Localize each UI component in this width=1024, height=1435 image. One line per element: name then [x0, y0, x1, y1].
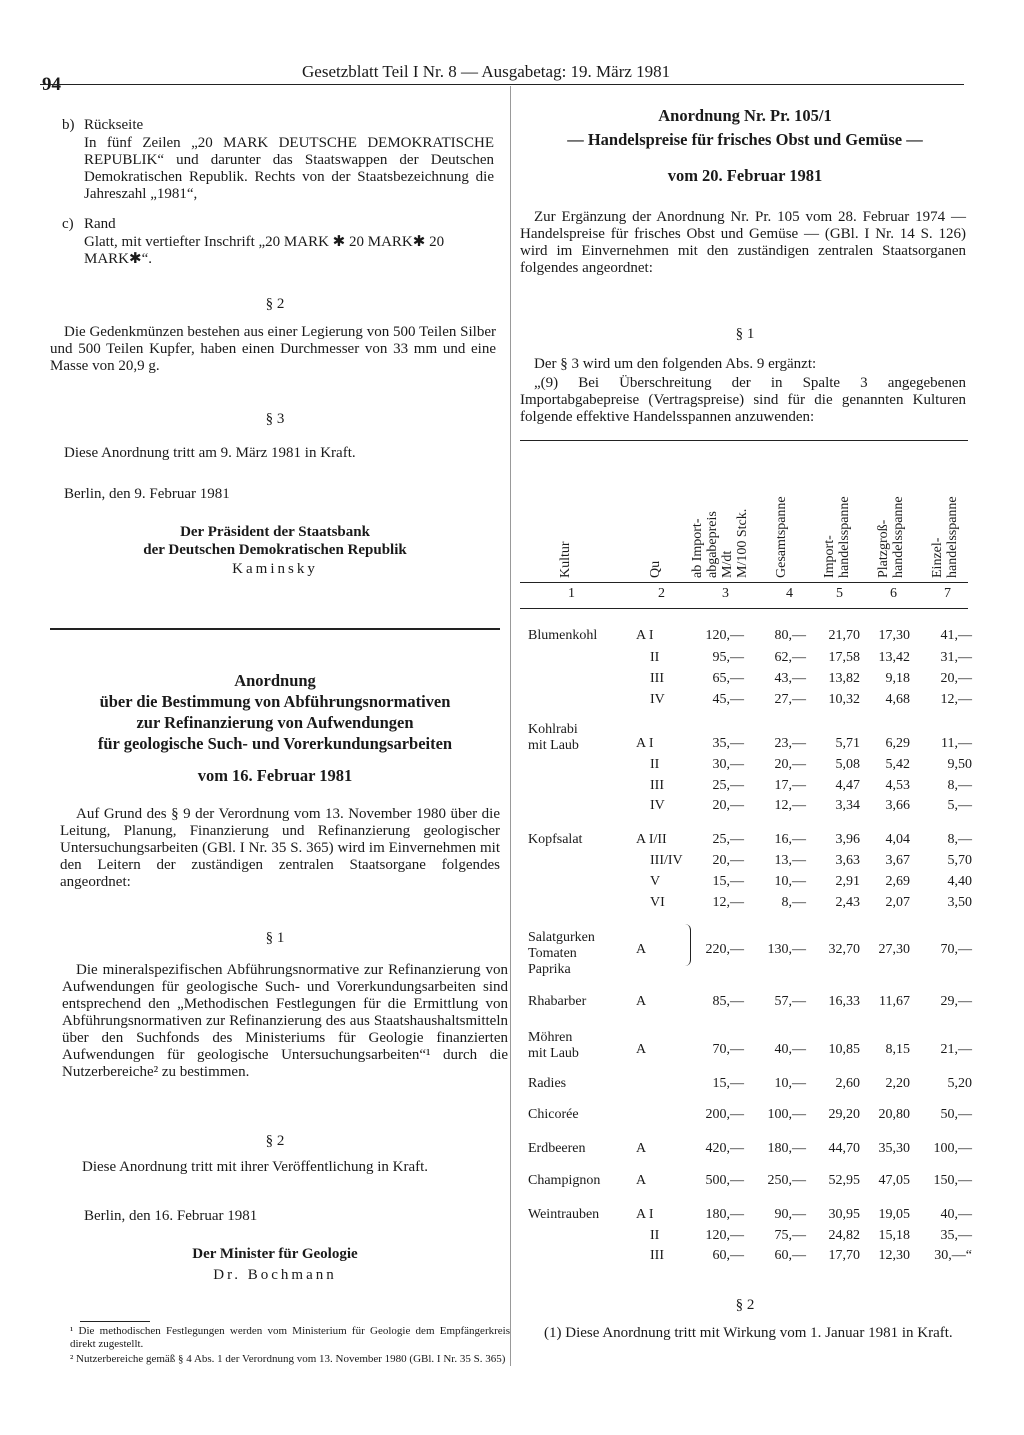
table-cell-c6: 5,42 — [885, 757, 910, 772]
ordinance-2-title-2: über die Bestimmung von Abführungsnormativen — [99, 692, 451, 711]
table-cell-c7: 100,— — [933, 1141, 972, 1156]
table-cell-c5: 21,70 — [828, 628, 860, 643]
table-cell-c4: 13,— — [774, 853, 806, 868]
table-cell-c7: 5,— — [947, 798, 972, 813]
table-cell-c5: 30,95 — [828, 1207, 860, 1222]
table-cell-c5: 3,34 — [835, 798, 860, 813]
table-cell-c6: 6,29 — [885, 736, 910, 751]
table-cell-qu: A — [636, 1042, 647, 1057]
table-cell-c4: 57,— — [774, 994, 806, 1009]
table-cell-c3: 45,— — [712, 692, 744, 707]
column-number: 4 — [786, 586, 793, 601]
table-cell-qu: II — [650, 1228, 660, 1243]
table-cell-c6: 2,07 — [885, 895, 910, 910]
table-cell-c6: 47,05 — [878, 1173, 910, 1188]
table-cell-c6: 19,05 — [878, 1207, 910, 1222]
table-cell-c7: 8,— — [947, 778, 972, 793]
table-cell-kultur: Möhren mit Laub — [528, 1030, 579, 1061]
table-cell-c3: 120,— — [705, 628, 744, 643]
table-cell-c3: 420,— — [705, 1141, 744, 1156]
ordinance-3-section-1-line: Der § 3 wird um den folgenden Abs. 9 ergänzt: — [534, 356, 817, 372]
table-cell-c4: 62,— — [774, 650, 806, 665]
table-cell-qu: V — [650, 874, 661, 889]
section-2-heading: § 2 — [265, 296, 285, 312]
table-cell-c7: 3,50 — [947, 895, 972, 910]
table-cell-c5: 5,08 — [835, 757, 860, 772]
table-cell-c7: 29,— — [940, 994, 972, 1009]
table-cell-c4: 10,— — [774, 1076, 806, 1091]
table-cell-c4: 130,— — [767, 942, 806, 957]
item-b-title: Rückseite — [84, 117, 144, 133]
column-header: Einzel- handelsspanne — [930, 496, 960, 578]
table-cell-c5: 3,63 — [835, 853, 860, 868]
ordinance-2-title-3: zur Refinanzierung von Aufwendungen — [136, 713, 414, 732]
table-cell-c6: 15,18 — [878, 1228, 910, 1243]
table-cell-c5: 2,91 — [835, 874, 860, 889]
table-cell-c5: 2,43 — [835, 895, 860, 910]
table-cell-c4: 20,— — [774, 757, 806, 772]
table-cell-c7: 31,— — [940, 650, 972, 665]
table-cell-c3: 65,— — [712, 671, 744, 686]
item-c-title: Rand — [84, 216, 116, 232]
table-cell-c3: 15,— — [712, 874, 744, 889]
table-cell-qu: IV — [650, 798, 665, 813]
table-cell-c3: 85,— — [712, 994, 744, 1009]
table-cell-kultur: Radies — [528, 1076, 567, 1091]
table-cell-c4: 40,— — [774, 1042, 806, 1057]
ordinance-2-section-2-text: Diese Anordnung tritt mit ihrer Veröffentlichung in Kraft. — [82, 1159, 429, 1175]
table-cell-kultur: Chicorée — [528, 1107, 579, 1122]
column-header: Import- handelsspanne — [822, 496, 852, 578]
table-cell-qu: II — [650, 650, 660, 665]
table-cell-c7: 8,— — [947, 832, 972, 847]
table-cell-c6: 27,30 — [878, 942, 910, 957]
table-cell-c5: 44,70 — [828, 1141, 860, 1156]
table-cell-c4: 75,— — [774, 1228, 806, 1243]
table-cell-c7: 35,— — [940, 1228, 972, 1243]
ordinance-2-signatory-name: Dr. Bochmann — [213, 1267, 337, 1283]
item-c-text: Glatt, mit vertiefter Inschrift „20 MARK ✱ 20 MARK✱ 20 MARK✱“. — [84, 234, 445, 267]
table-cell-c5: 2,60 — [835, 1076, 860, 1091]
table-cell-kultur: Kopfsalat — [528, 832, 583, 847]
table-cell-c6: 12,30 — [878, 1248, 910, 1263]
table-cell-kultur: Weintrauben — [528, 1207, 600, 1222]
table-cell-c5: 17,70 — [828, 1248, 860, 1263]
item-c-label: c) — [62, 216, 74, 232]
table-cell-c4: 16,— — [774, 832, 806, 847]
signatory-title-1: Der Präsident der Staatsbank — [180, 524, 370, 540]
table-cell-c7: 5,70 — [947, 853, 972, 868]
column-header: Qu — [648, 560, 663, 578]
table-cell-c5: 5,71 — [835, 736, 860, 751]
table-cell-c7: 9,50 — [947, 757, 972, 772]
table-cell-qu: A I/II — [636, 832, 667, 847]
page-header: Gesetzblatt Teil I Nr. 8 — Ausgabetag: 19. März 1981 — [302, 62, 671, 81]
table-cell-c7: 50,— — [940, 1107, 972, 1122]
table-cell-c4: 250,— — [767, 1173, 806, 1188]
column-header: Kultur — [558, 541, 573, 578]
ordinance-2-signatory-title: Der Minister für Geologie — [192, 1246, 358, 1262]
table-cell-c6: 4,53 — [885, 778, 910, 793]
table-cell-qu: A — [636, 994, 647, 1009]
table-cell-c7: 40,— — [940, 1207, 972, 1222]
table-cell-c5: 24,82 — [828, 1228, 860, 1243]
table-cell-c4: 180,— — [767, 1141, 806, 1156]
table-cell-kultur: Blumenkohl — [528, 628, 598, 643]
table-cell-c3: 60,— — [712, 1248, 744, 1263]
table-cell-c3: 12,— — [712, 895, 744, 910]
table-cell-qu: III — [650, 671, 664, 686]
signatory-name: Kaminsky — [232, 561, 318, 577]
table-cell-c5: 10,32 — [828, 692, 860, 707]
table-cell-qu: A — [636, 942, 647, 957]
table-cell-c3: 20,— — [712, 798, 744, 813]
table-cell-c5: 3,96 — [835, 832, 860, 847]
table-cell-c5: 16,33 — [828, 994, 860, 1009]
table-cell-c4: 8,— — [781, 895, 806, 910]
table-cell-c5: 13,82 — [828, 671, 860, 686]
table-cell-c6: 8,15 — [885, 1042, 910, 1057]
column-number: 7 — [944, 586, 951, 601]
table-cell-c7: 12,— — [940, 692, 972, 707]
table-cell-c4: 43,— — [774, 671, 806, 686]
footnote-2: ² Nutzerbereiche gemäß § 4 Abs. 1 der Verordnung vom 13. November 1980 (GBl. I Nr. 35 S. 365) — [70, 1353, 506, 1365]
column-number: 6 — [890, 586, 897, 601]
page-number: 94 — [42, 74, 61, 95]
table-cell-c4: 17,— — [774, 778, 806, 793]
table-cell-c6: 4,68 — [885, 692, 910, 707]
group-brace — [680, 924, 691, 966]
table-cell-c6: 4,04 — [885, 832, 910, 847]
table-cell-c6: 3,67 — [885, 853, 910, 868]
table-cell-c3: 180,— — [705, 1207, 744, 1222]
table-cell-c3: 15,— — [712, 1076, 744, 1091]
item-b-text: In fünf Zeilen „20 MARK DEUTSCHE DEMOKRATISCHE REPUBLIK“ und darunter das Staatswappen der Deutschen Demokratischen Republik. Rechts von der Staatsbezeichnung die Jahreszahl „1981“, — [84, 135, 494, 202]
ordinance-3-section-1-heading: § 1 — [735, 326, 755, 342]
ordinance-3-intro: Zur Ergänzung der Anordnung Nr. Pr. 105 vom 28. Februar 1974 — Handelspreise für frisches Obst und Gemüse — (GBl. I Nr. 14 S. 126) wird im Einvernehmen mit den zuständigen zentralen Staatsorganen folgendes angeordnet: — [520, 209, 966, 276]
table-cell-c7: 30,—“ — [934, 1248, 972, 1263]
table-cell-c7: 150,— — [933, 1173, 972, 1188]
table-cell-c4: 90,— — [774, 1207, 806, 1222]
table-numbers-rule — [520, 608, 968, 609]
table-cell-c3: 500,— — [705, 1173, 744, 1188]
table-cell-c3: 95,— — [712, 650, 744, 665]
table-cell-c6: 13,42 — [878, 650, 910, 665]
table-cell-qu: A — [636, 1141, 647, 1156]
table-cell-c3: 220,— — [705, 942, 744, 957]
section-3-text: Diese Anordnung tritt am 9. März 1981 in Kraft. — [64, 445, 356, 461]
table-top-rule — [520, 440, 968, 441]
table-cell-c6: 2,20 — [885, 1076, 910, 1091]
ordinance-2-date: vom 16. Februar 1981 — [197, 766, 353, 785]
table-cell-c4: 100,— — [767, 1107, 806, 1122]
table-cell-qu: IV — [650, 692, 665, 707]
section-3-heading: § 3 — [265, 411, 285, 427]
ordinance-2-section-1-heading: § 1 — [265, 930, 285, 946]
table-cell-c6: 9,18 — [885, 671, 910, 686]
table-cell-c3: 200,— — [705, 1107, 744, 1122]
table-cell-c4: 60,— — [774, 1248, 806, 1263]
section-2-text: Die Gedenkmünzen bestehen aus einer Legierung von 500 Teilen Silber und 500 Teilen Kupfer, haben einen Durchmesser von 33 mm und eine Masse von 20,9 g. — [50, 324, 496, 374]
table-cell-qu: VI — [650, 895, 665, 910]
table-cell-c3: 30,— — [712, 757, 744, 772]
footnote-rule — [80, 1321, 150, 1322]
table-cell-qu: A I — [636, 1207, 654, 1222]
ordinance-3-section-2-text: (1) Diese Anordnung tritt mit Wirkung vom 1. Januar 1981 in Kraft. — [544, 1325, 953, 1341]
ordinance-3-title-2: — Handelspreise für frisches Obst und Gemüse — — [567, 130, 923, 149]
table-cell-c7: 4,40 — [947, 874, 972, 889]
table-cell-c6: 20,80 — [878, 1107, 910, 1122]
table-cell-c5: 52,95 — [828, 1173, 860, 1188]
table-cell-c5: 10,85 — [828, 1042, 860, 1057]
column-header: Platzgroß- handelsspanne — [876, 496, 906, 578]
section-separator — [50, 628, 500, 630]
table-cell-c7: 20,— — [940, 671, 972, 686]
table-cell-c6: 35,30 — [878, 1141, 910, 1156]
table-cell-c3: 35,— — [712, 736, 744, 751]
table-cell-kultur: Champignon — [528, 1173, 601, 1188]
table-cell-qu: II — [650, 757, 660, 772]
table-cell-c3: 70,— — [712, 1042, 744, 1057]
ordinance-3-section-1-quote: „(9) Bei Überschreitung der in Spalte 3 angegebenen Importabgabepreise (Vertragspreise) sind für die genannten Kulturen folgende effektive Handelsspannen anzuwenden: — [520, 375, 966, 425]
ordinance-3-title-1: Anordnung Nr. Pr. 105/1 — [658, 106, 832, 125]
table-cell-c6: 2,69 — [885, 874, 910, 889]
header-rule — [40, 84, 964, 85]
column-number: 3 — [722, 586, 729, 601]
signatory-title-2: der Deutschen Demokratischen Republik — [143, 542, 407, 558]
ordinance-2-place-date: Berlin, den 16. Februar 1981 — [84, 1208, 258, 1224]
column-number: 5 — [836, 586, 843, 601]
ordinance-3-section-2-heading: § 2 — [735, 1297, 755, 1313]
table-cell-c5: 4,47 — [835, 778, 860, 793]
table-cell-c3: 20,— — [712, 853, 744, 868]
table-cell-c7: 21,— — [940, 1042, 972, 1057]
ordinance-2-section-1-text: Die mineralspezifischen Abführungsnormative zur Refinanzierung von Aufwendungen für geologische Such- und Vorerkundungsarbeiten sind entsprechend den „Methodischen Festlegungen für die Ermittlung von Abführungsnormativen zur Refinanzierung des aus Staatshaushaltsmitteln über den Suchfonds des Ministeriums für Geologie finanzierten Aufwendungen für geologische Untersuchungsarbeiten“¹ durch die Nutzerbereiche² zu bestimmen. — [62, 962, 508, 1080]
column-divider — [510, 86, 511, 1366]
table-cell-qu: III — [650, 778, 664, 793]
ordinance-3-date: vom 20. Februar 1981 — [667, 166, 823, 185]
table-cell-qu: III/IV — [650, 853, 683, 868]
ordinance-2-title-4: für geologische Such- und Vorerkundungsarbeiten — [97, 734, 453, 753]
table-cell-c6: 17,30 — [878, 628, 910, 643]
table-cell-c5: 32,70 — [828, 942, 860, 957]
table-cell-kultur: Salatgurken Tomaten Paprika — [528, 930, 595, 977]
table-cell-c4: 80,— — [774, 628, 806, 643]
item-b-label: b) — [62, 117, 75, 133]
table-header-rule — [520, 582, 968, 583]
table-cell-c4: 27,— — [774, 692, 806, 707]
table-cell-c7: 70,— — [940, 942, 972, 957]
ordinance-2-intro: Auf Grund des § 9 der Verordnung vom 13. November 1980 über die Leitung, Planung, Finanzierung und Refinanzierung geologischer Untersuchungsarbeiten (GBl. I Nr. 35 S. 365) wird im Einvernehmen mit den Leitern der zuständigen zentralen Staatsorgane folgendes angeordnet: — [60, 806, 500, 890]
ordinance-2-section-2-heading: § 2 — [265, 1133, 285, 1149]
column-header: Gesamtspanne — [774, 496, 789, 578]
table-cell-c4: 10,— — [774, 874, 806, 889]
table-cell-qu: A I — [636, 628, 654, 643]
table-cell-qu: A I — [636, 736, 654, 751]
table-cell-c3: 120,— — [705, 1228, 744, 1243]
column-header: ab Import- abgabepreis M/dt M/100 Stck. — [690, 508, 750, 578]
table-cell-kultur: Kohlrabi mit Laub — [528, 722, 579, 753]
table-cell-c7: 11,— — [941, 736, 972, 751]
column-number: 1 — [568, 586, 575, 601]
table-cell-c5: 17,58 — [828, 650, 860, 665]
table-cell-c4: 12,— — [774, 798, 806, 813]
table-cell-c3: 25,— — [712, 778, 744, 793]
footnote-1: ¹ Die methodischen Festlegungen werden vom Ministerium für Geologie dem Empfängerkreis direkt zugestellt. — [70, 1325, 510, 1350]
table-cell-qu: A — [636, 1173, 647, 1188]
table-cell-c4: 23,— — [774, 736, 806, 751]
table-cell-c6: 11,67 — [879, 994, 910, 1009]
column-number: 2 — [658, 586, 665, 601]
table-cell-c3: 25,— — [712, 832, 744, 847]
table-cell-c5: 29,20 — [828, 1107, 860, 1122]
place-date: Berlin, den 9. Februar 1981 — [64, 486, 230, 502]
table-cell-qu: III — [650, 1248, 664, 1263]
table-cell-kultur: Erdbeeren — [528, 1141, 586, 1156]
table-cell-c7: 5,20 — [947, 1076, 972, 1091]
table-cell-c6: 3,66 — [885, 798, 910, 813]
ordinance-2-title-1: Anordnung — [234, 671, 316, 690]
table-cell-kultur: Rhabarber — [528, 994, 587, 1009]
table-cell-c7: 41,— — [940, 628, 972, 643]
